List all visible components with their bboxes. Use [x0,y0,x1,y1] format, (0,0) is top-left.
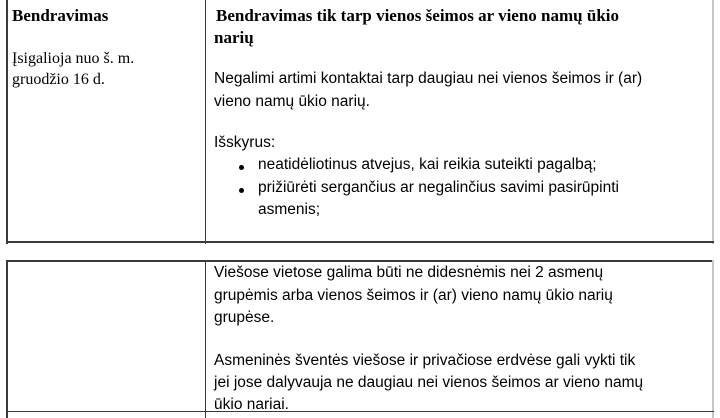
rule-paragraph-line-1: Negalimi artimi kontaktai tarp daugiau nei vienos šeimos ir (ar) [214,70,643,87]
celebrations-line-3: ūkio nariai. [214,396,289,413]
effective-date-line-1: Įsigalioja nuo š. m. [12,50,135,67]
table-1-right-cell [206,0,711,240]
public-places-line-2: grupėmis arba vienos šeimos ir (ar) vieno namų ūkio narių [214,287,613,304]
rule-heading-line-2: narių [214,28,254,47]
celebrations-line-1: Asmeninės šventės viešose ir privačiose erdvėse gali vykti tik [214,352,636,369]
celebrations-line-2: jei jose dalyvauja ne daugiau nei vienos šeimos ar vieno namų [214,374,644,391]
exceptions-label: Išskyrus: [214,134,276,151]
effective-date-line-2: gruodžio 16 d. [12,71,105,88]
table-2-right-border [712,260,714,418]
exception-item-1: neatidėliotinus atvejus, kai reikia suteikti pagalbą; [258,156,597,173]
exception-item-2-line-2: asmenis; [258,201,321,218]
bullet-icon [239,165,244,170]
table-2-left-cell [8,262,204,410]
table-1-bottom-border [6,241,714,243]
table-2-right-cell [206,262,711,413]
exception-item-2-line-1: prižiūrėti sergančius ar negalinčius savimi pasirūpinti [258,179,619,196]
public-places-line-3: grupėse. [214,309,275,326]
public-places-line-1: Viešose vietose galima būti ne didesnėmis nei 2 asmenų [214,264,604,281]
rule-heading-line-1: Bendravimas tik tarp vienos šeimos ar vieno namų ūkio [216,6,620,25]
table-2-bottom-border [6,411,714,412]
section-title: Bendravimas [12,6,109,25]
bullet-icon [239,188,244,193]
table-1-right-border [712,0,714,244]
table-1-left-cell [8,0,204,240]
rule-paragraph-line-2: vieno namų ūkio narių. [214,93,370,110]
